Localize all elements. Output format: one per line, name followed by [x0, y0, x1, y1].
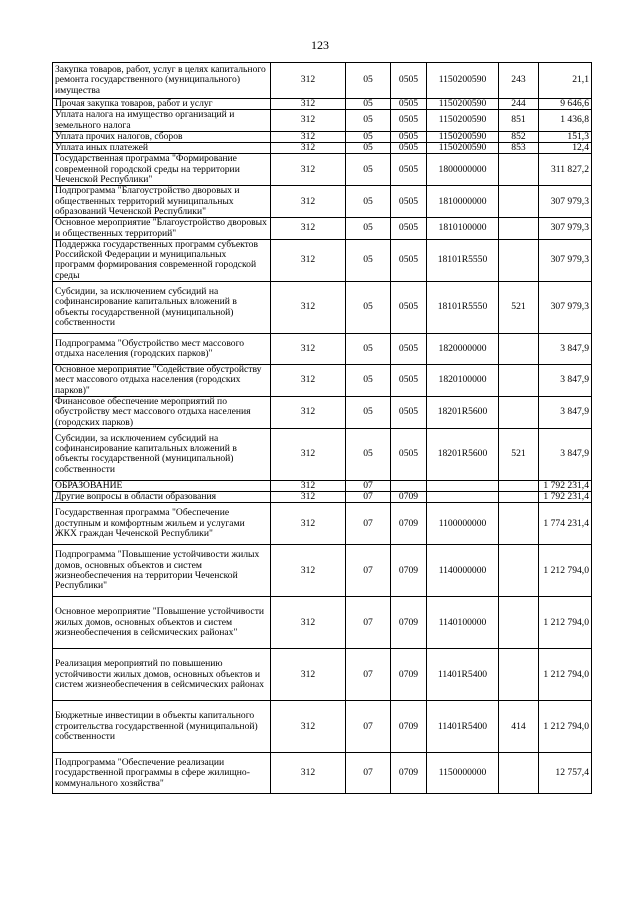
cell-section: 07: [346, 480, 391, 491]
cell-expense-type: 244: [499, 99, 539, 110]
cell-subsection: 0709: [391, 545, 427, 597]
cell-target-article: 1820000000: [427, 334, 499, 365]
table-row: [53, 131, 592, 142]
cell-name: Другие вопросы в области образования: [53, 492, 271, 503]
cell-section: 07: [346, 597, 391, 649]
table-row: [53, 218, 592, 240]
cell-expense-type: [499, 480, 539, 491]
cell-ministry-code: 312: [271, 63, 346, 99]
cell-target-article: 11401R5400: [427, 649, 499, 701]
table-row: [53, 110, 592, 132]
cell-section: 07: [346, 492, 391, 503]
cell-amount: 1 774 231,4: [539, 503, 592, 545]
cell-subsection: 0505: [391, 99, 427, 110]
cell-ministry-code: 312: [271, 186, 346, 218]
cell-ministry-code: 312: [271, 701, 346, 753]
cell-ministry-code: 312: [271, 334, 346, 365]
table-row: [53, 649, 592, 701]
table-row: [53, 428, 592, 480]
cell-subsection: 0505: [391, 428, 427, 480]
table-row: [53, 239, 592, 281]
cell-ministry-code: 312: [271, 282, 346, 334]
table-row: [53, 396, 592, 428]
cell-amount: 151,3: [539, 131, 592, 142]
cell-target-article: 1810000000: [427, 186, 499, 218]
table-row: [53, 99, 592, 110]
cell-amount: 307 979,3: [539, 239, 592, 281]
cell-name: Финансовое обеспечение мероприятий по обустройству мест массового отдыха населения (городских парков): [53, 396, 271, 428]
cell-section: 05: [346, 131, 391, 142]
cell-section: 05: [346, 143, 391, 154]
cell-amount: 307 979,3: [539, 282, 592, 334]
cell-amount: 1 212 794,0: [539, 545, 592, 597]
cell-section: 05: [346, 186, 391, 218]
cell-ministry-code: 312: [271, 365, 346, 397]
cell-expense-type: 243: [499, 63, 539, 99]
cell-amount: 12,4: [539, 143, 592, 154]
table-row: [53, 365, 592, 397]
cell-ministry-code: 312: [271, 649, 346, 701]
cell-ministry-code: 312: [271, 99, 346, 110]
table-row: [53, 63, 592, 99]
cell-section: 05: [346, 282, 391, 334]
cell-ministry-code: 312: [271, 218, 346, 240]
cell-expense-type: [499, 186, 539, 218]
cell-section: 05: [346, 365, 391, 397]
cell-name: Субсидии, за исключением субсидий на софинансирование капитальных вложений в объекты государственной (муниципальной) собственности: [53, 282, 271, 334]
cell-target-article: 1150200590: [427, 63, 499, 99]
cell-section: 05: [346, 99, 391, 110]
cell-name: Государственная программа "Обеспечение доступным и комфортным жильем и услугами ЖКХ граждан Чеченской Республики": [53, 503, 271, 545]
cell-name: Бюджетные инвестиции в объекты капитального строительства государственной (муниципальной) собственности: [53, 701, 271, 753]
cell-target-article: 18101R5550: [427, 282, 499, 334]
cell-name: Основное мероприятие "Благоустройство дворовых и общественных территорий": [53, 218, 271, 240]
cell-subsection: 0709: [391, 701, 427, 753]
table-body: [53, 63, 592, 794]
cell-name: Уплата налога на имущество организаций и земельного налога: [53, 110, 271, 132]
cell-expense-type: [499, 503, 539, 545]
table-row: [53, 492, 592, 503]
cell-section: 05: [346, 396, 391, 428]
cell-expense-type: 852: [499, 131, 539, 142]
cell-amount: 3 847,9: [539, 428, 592, 480]
cell-amount: 1 212 794,0: [539, 649, 592, 701]
cell-target-article: 1150200590: [427, 143, 499, 154]
cell-target-article: 18201R5600: [427, 428, 499, 480]
cell-ministry-code: 312: [271, 154, 346, 186]
cell-expense-type: [499, 492, 539, 503]
cell-expense-type: 521: [499, 428, 539, 480]
cell-section: 05: [346, 334, 391, 365]
table-row: [53, 503, 592, 545]
cell-subsection: 0505: [391, 334, 427, 365]
cell-target-article: 1810100000: [427, 218, 499, 240]
cell-target-article: 1140000000: [427, 545, 499, 597]
cell-expense-type: [499, 396, 539, 428]
cell-section: 07: [346, 545, 391, 597]
table-row: [53, 154, 592, 186]
cell-amount: 307 979,3: [539, 186, 592, 218]
table-row: [53, 480, 592, 491]
cell-expense-type: [499, 334, 539, 365]
cell-ministry-code: 312: [271, 143, 346, 154]
table-row: [53, 186, 592, 218]
cell-name: Уплата прочих налогов, сборов: [53, 131, 271, 142]
cell-name: Подпрограмма "Благоустройство дворовых и общественных территорий муниципальных образований Чеченской Республики": [53, 186, 271, 218]
cell-amount: 1 436,8: [539, 110, 592, 132]
cell-expense-type: 853: [499, 143, 539, 154]
cell-subsection: 0505: [391, 218, 427, 240]
cell-target-article: 1150200590: [427, 99, 499, 110]
cell-section: 05: [346, 110, 391, 132]
cell-expense-type: [499, 365, 539, 397]
cell-section: 07: [346, 649, 391, 701]
cell-ministry-code: 312: [271, 131, 346, 142]
cell-name: Закупка товаров, работ, услуг в целях капитального ремонта государственного (муниципального) имущества: [53, 63, 271, 99]
cell-target-article: 18101R5550: [427, 239, 499, 281]
cell-target-article: 1150000000: [427, 753, 499, 794]
cell-target-article: [427, 480, 499, 491]
cell-section: 05: [346, 239, 391, 281]
cell-amount: 21,1: [539, 63, 592, 99]
cell-name: Основное мероприятие "Содействие обустройству мест массового отдыха населения (городских парков)": [53, 365, 271, 397]
cell-subsection: 0505: [391, 154, 427, 186]
cell-expense-type: [499, 239, 539, 281]
cell-section: 07: [346, 753, 391, 794]
cell-target-article: [427, 492, 499, 503]
cell-amount: 3 847,9: [539, 365, 592, 397]
cell-ministry-code: 312: [271, 110, 346, 132]
cell-subsection: 0505: [391, 143, 427, 154]
cell-target-article: 18201R5600: [427, 396, 499, 428]
cell-target-article: 1800000000: [427, 154, 499, 186]
cell-section: 07: [346, 503, 391, 545]
table-row: [53, 545, 592, 597]
cell-subsection: 0505: [391, 239, 427, 281]
cell-name: Прочая закупка товаров, работ и услуг: [53, 99, 271, 110]
table-row: [53, 282, 592, 334]
cell-ministry-code: 312: [271, 503, 346, 545]
cell-subsection: 0505: [391, 63, 427, 99]
cell-amount: 3 847,9: [539, 396, 592, 428]
cell-subsection: 0505: [391, 365, 427, 397]
cell-amount: 3 847,9: [539, 334, 592, 365]
cell-amount: 1 792 231,4: [539, 480, 592, 491]
cell-amount: 1 212 794,0: [539, 597, 592, 649]
cell-name: ОБРАЗОВАНИЕ: [53, 480, 271, 491]
cell-name: Субсидии, за исключением субсидий на софинансирование капитальных вложений в объекты государственной (муниципальной) собственности: [53, 428, 271, 480]
cell-expense-type: [499, 753, 539, 794]
cell-amount: 311 827,2: [539, 154, 592, 186]
cell-subsection: 0709: [391, 597, 427, 649]
cell-subsection: 0505: [391, 186, 427, 218]
cell-name: Подпрограмма "Обеспечение реализации государственной программы в сфере жилищно-коммунального хозяйства": [53, 753, 271, 794]
budget-table: [52, 62, 592, 794]
cell-amount: 12 757,4: [539, 753, 592, 794]
cell-subsection: 0709: [391, 753, 427, 794]
cell-target-article: 1140100000: [427, 597, 499, 649]
cell-ministry-code: 312: [271, 239, 346, 281]
cell-name: Подпрограмма "Обустройство мест массового отдыха населения (городских парков)": [53, 334, 271, 365]
cell-subsection: 0709: [391, 649, 427, 701]
table-row: [53, 753, 592, 794]
cell-ministry-code: 312: [271, 428, 346, 480]
cell-expense-type: [499, 649, 539, 701]
cell-expense-type: 414: [499, 701, 539, 753]
cell-name: Уплата иных платежей: [53, 143, 271, 154]
cell-name: Государственная программа "Формирование современной городской среды на территории Чеченской Республики": [53, 154, 271, 186]
cell-target-article: 1150200590: [427, 131, 499, 142]
cell-amount: 307 979,3: [539, 218, 592, 240]
cell-subsection: 0709: [391, 503, 427, 545]
table-row: [53, 334, 592, 365]
cell-subsection: 0505: [391, 131, 427, 142]
cell-ministry-code: 312: [271, 492, 346, 503]
cell-expense-type: [499, 218, 539, 240]
cell-ministry-code: 312: [271, 396, 346, 428]
cell-name: Реализация мероприятий по повышению устойчивости жилых домов, основных объектов и систем жизнеобеспечения в сейсмических районах: [53, 649, 271, 701]
cell-subsection: 0505: [391, 396, 427, 428]
cell-target-article: 1820100000: [427, 365, 499, 397]
cell-amount: 1 212 794,0: [539, 701, 592, 753]
cell-ministry-code: 312: [271, 480, 346, 491]
table-row: [53, 143, 592, 154]
cell-target-article: 1150200590: [427, 110, 499, 132]
cell-target-article: 11401R5400: [427, 701, 499, 753]
cell-expense-type: [499, 597, 539, 649]
cell-subsection: 0709: [391, 492, 427, 503]
cell-subsection: 0505: [391, 110, 427, 132]
cell-section: 05: [346, 218, 391, 240]
cell-section: 05: [346, 428, 391, 480]
cell-subsection: [391, 480, 427, 491]
cell-name: Поддержка государственных программ субъектов Российской Федерации и муниципальных программ формирования современной городской среды: [53, 239, 271, 281]
cell-expense-type: 851: [499, 110, 539, 132]
table-row: [53, 597, 592, 649]
cell-expense-type: [499, 154, 539, 186]
cell-expense-type: [499, 545, 539, 597]
cell-section: 07: [346, 701, 391, 753]
page-number: 123: [311, 38, 329, 52]
table-row: [53, 701, 592, 753]
cell-name: Основное мероприятие "Повышение устойчивости жилых домов, основных объектов и систем жизнеобеспечения в сейсмических районах": [53, 597, 271, 649]
cell-ministry-code: 312: [271, 753, 346, 794]
cell-amount: 1 792 231,4: [539, 492, 592, 503]
cell-target-article: 1100000000: [427, 503, 499, 545]
cell-section: 05: [346, 63, 391, 99]
cell-subsection: 0505: [391, 282, 427, 334]
cell-expense-type: 521: [499, 282, 539, 334]
cell-ministry-code: 312: [271, 597, 346, 649]
cell-ministry-code: 312: [271, 545, 346, 597]
cell-section: 05: [346, 154, 391, 186]
cell-amount: 9 646,6: [539, 99, 592, 110]
cell-name: Подпрограмма "Повышение устойчивости жилых домов, основных объектов и систем жизнеобеспечения на территории Чеченской Республики": [53, 545, 271, 597]
